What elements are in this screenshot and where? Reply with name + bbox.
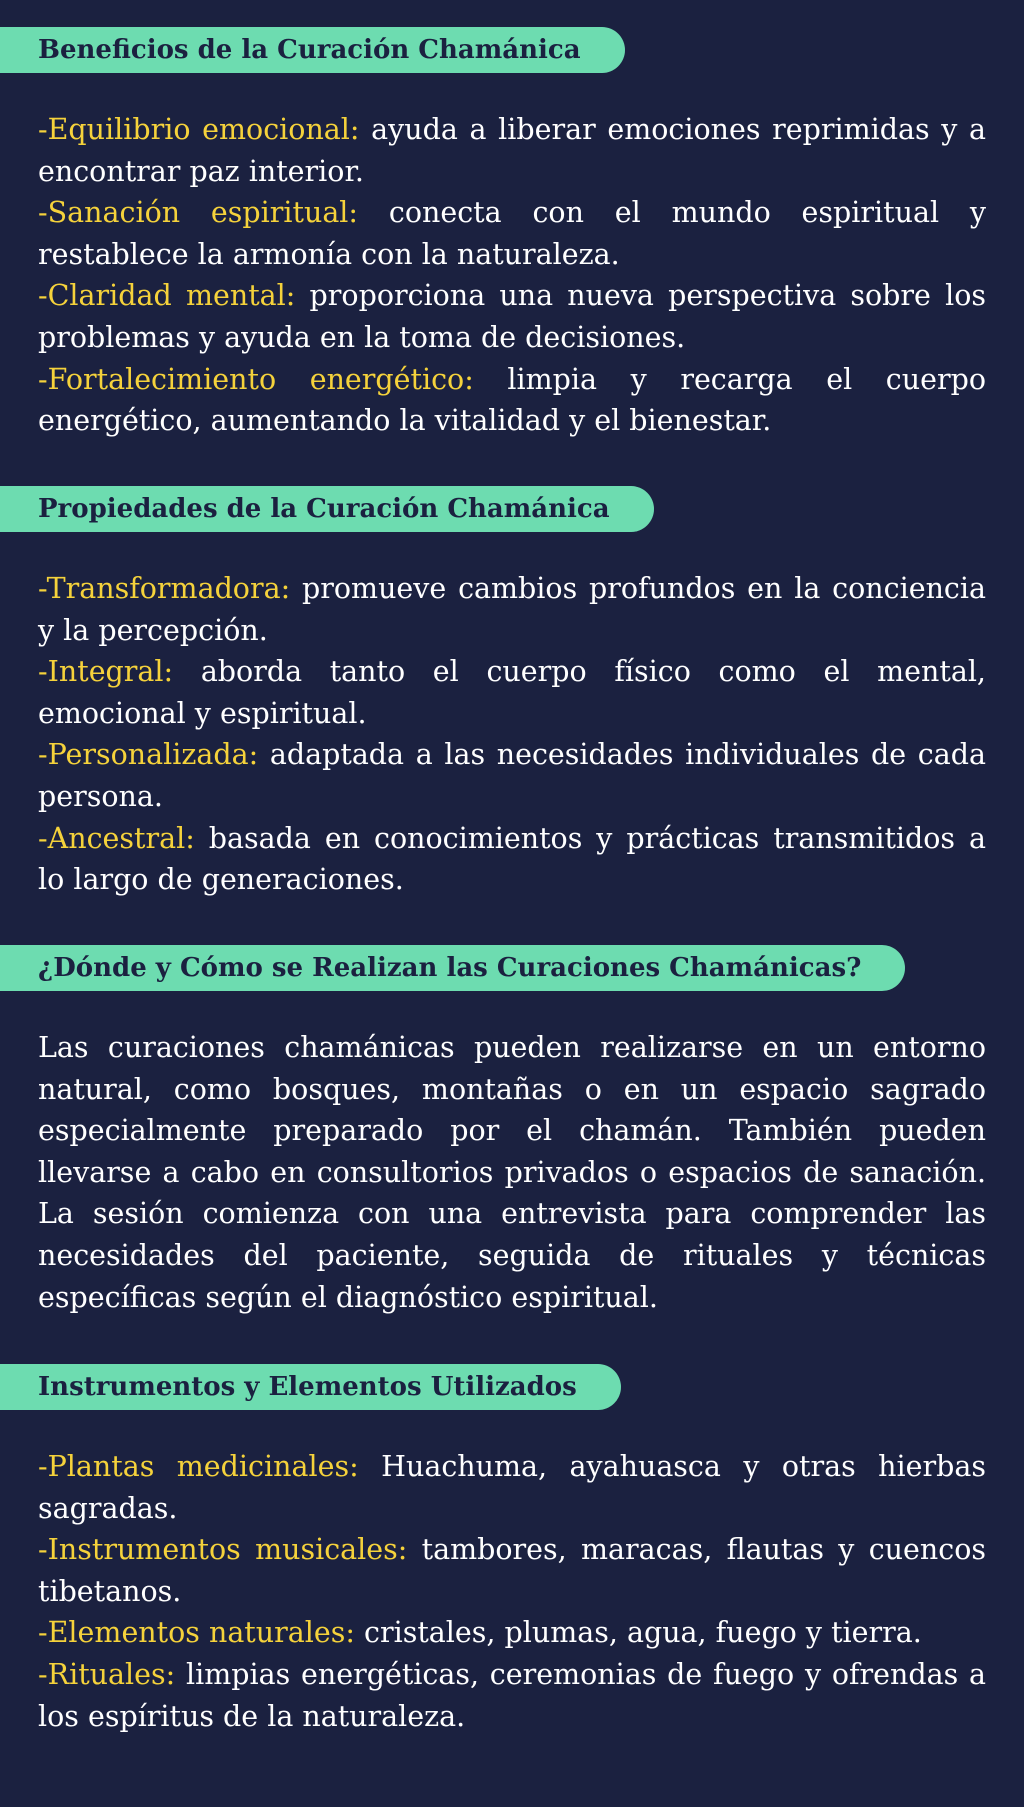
item-description: basada en conocimientos y prácticas transmitidos a lo largo de generaciones. [38, 821, 986, 897]
section-heading: Beneficios de la Curación Chamánica [0, 27, 625, 73]
item-description: aborda tanto el cuerpo físico como el mental, emocional y espiritual. [38, 655, 986, 730]
section-beneficios [0, 27, 1024, 442]
item-description: proporciona una nueva perspectiva sobre los problemas y ayuda en la toma de decisiones. [38, 279, 986, 354]
item-label: -Equilibrio emocional: [38, 113, 360, 146]
item-description: Huachuma, ayahuasca y otras hierbas sagradas. [38, 1450, 987, 1525]
list-item [38, 651, 986, 734]
item-label: -Plantas medicinales: [38, 1450, 359, 1483]
item-label: -Ancestral: [38, 821, 195, 855]
section-heading: Instrumentos y Elementos Utilizados [0, 1364, 621, 1410]
item-description: adaptada a las necesidades individuales de cada persona. [38, 738, 986, 813]
list-item [38, 109, 986, 192]
item-description: cristales, plumas, agua, fuego y tierra. [364, 1616, 922, 1650]
item-label: -Elementos naturales: [38, 1616, 355, 1650]
item-label: -Instrumentos musicales: [38, 1533, 408, 1567]
list-item [38, 359, 986, 442]
item-description: tambores, maracas, flautas y cuencos tibetanos. [38, 1533, 986, 1608]
section-heading: ¿Dónde y Cómo se Realizan las Curaciones Chamánicas? [0, 945, 905, 991]
list-item [38, 1529, 986, 1612]
list-item [38, 818, 986, 901]
list-item [38, 1446, 986, 1529]
item-description: ayuda a liberar emociones reprimidas y a encontrar paz interior. [38, 113, 986, 188]
item-description: conecta con el mundo espiritual y restablece la armonía con la naturaleza. [38, 196, 987, 271]
item-description: limpias energéticas, ceremonias de fuego y ofrendas a los espíritus de la naturaleza. [38, 1657, 986, 1733]
section-donde-como [0, 945, 1024, 1318]
section-body [38, 1446, 986, 1737]
item-label: -Personalizada: [38, 738, 259, 772]
list-item [38, 734, 986, 817]
item-description: limpia y recarga el cuerpo energético, aumentando la vitalidad y el bienestar. [38, 362, 987, 438]
item-label: -Integral: [38, 655, 174, 689]
section-propiedades [0, 486, 1024, 901]
section-instrumentos [0, 1364, 1024, 1737]
item-label: -Rituales: [38, 1657, 176, 1691]
item-label: -Transformadora: [38, 572, 291, 605]
item-description: promueve cambios profundos en la conciencia y la percepción. [38, 572, 986, 647]
list-item [38, 1654, 986, 1737]
section-heading: Propiedades de la Curación Chamánica [0, 486, 654, 532]
list-item [38, 568, 986, 651]
section-body [38, 568, 986, 901]
item-label: -Sanación espiritual: [38, 196, 359, 230]
item-label: -Fortalecimiento energético: [38, 362, 474, 396]
list-item [38, 192, 986, 275]
section-body [38, 109, 986, 442]
list-item [38, 275, 986, 358]
item-label: -Claridad mental: [38, 279, 296, 313]
list-item [38, 1612, 986, 1654]
section-paragraph: Las curaciones chamánicas pueden realizarse en un entorno natural, como bosques, montañas o en un espacio sagrado especialmente preparado por el chamán. También pueden llevarse a cabo en consultorios privados o espacios de sanación. La sesión comienza con una entrevista para comprender las necesidades del paciente, seguida de rituales y técnicas específicas según el diagnóstico espiritual. [38, 1031, 986, 1314]
